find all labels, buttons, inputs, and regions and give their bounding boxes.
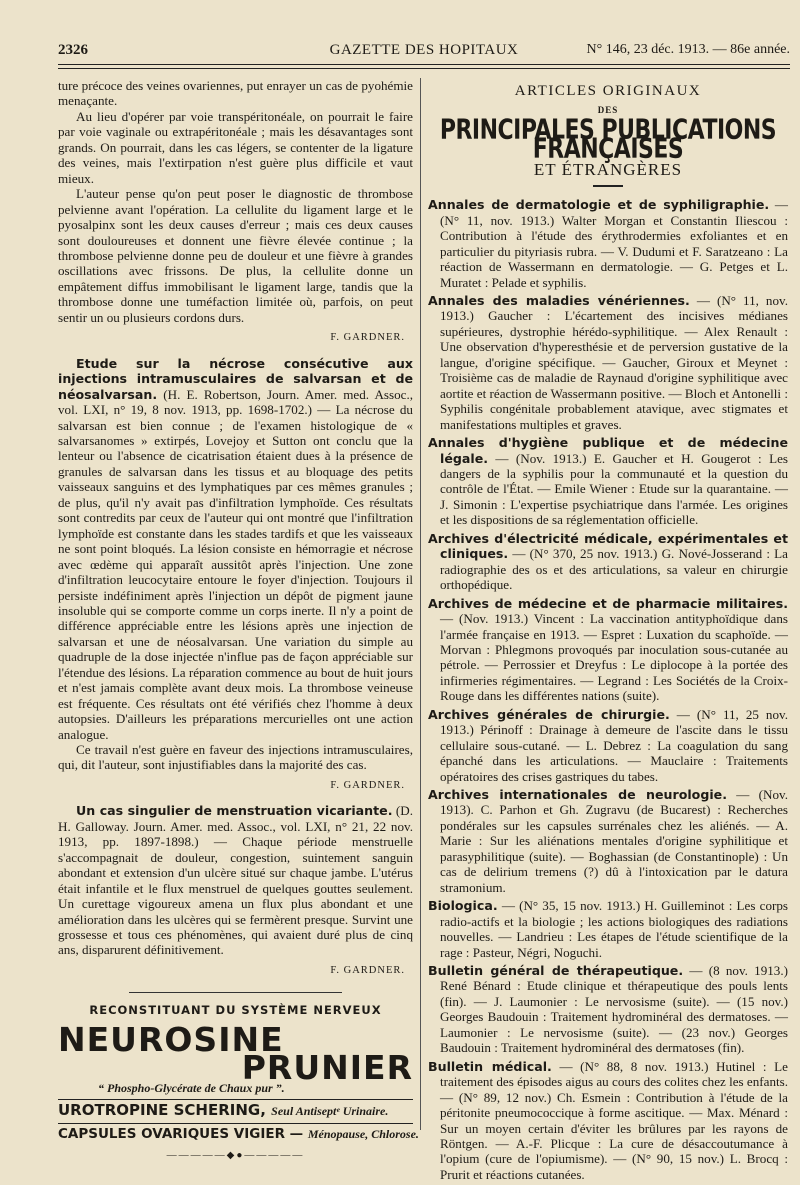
- section-heading-line3: PRINCIPALES PUBLICATIONS FRANÇAISES: [439, 114, 777, 166]
- article3-reference: (D. H. Galloway. Journ. Amer. med. Assoc., vol. LXI, n° 21, 22 nov. 1913, pp. 1897-1898.): [58, 803, 413, 850]
- ad-capsules-name: CAPSULES OVARIQUES VIGIER —: [58, 1125, 304, 1142]
- page-header: [58, 40, 790, 62]
- ad-rule: [129, 992, 342, 993]
- article3-text: — Chaque période menstruelle s'accompagnait de douleur, congestion, suintement sanguin abondant et extension d'un ulcère situé sur chaque jambe. L'utérus était infantile et le flux menstruel de quelques gouttes seulement. Un curettage vigoureux amena un flux plus abondant et une amélioration dans les ulcères qui se fermèrent presque. Survint une grossesse et tous ces phénomènes, qui avaient duré plus de cinq ans, disparurent définitivement.: [58, 834, 413, 958]
- publication-contents: — (N° 11, 25 nov. 1913.) Périnoff : Drainage à demeure de l'ascite dans le tissu cellulaire sous-cutané. — L. Debrez : La coagulation du sang épanché dans les articulations. — Mauclaire : Traitements opératoires des crises gastriques du tabes.: [440, 706, 788, 784]
- section-heading-line4: ET ÉTRANGÈRES: [533, 159, 683, 179]
- publication-contents: — (8 nov. 1913.) René Bénard : Etude clinique et thérapeutique des pouls lents (fin). — J. Laumonier : Le nervosisme (suite). — (15 nov.) Georges Baudouin : Traitement hydrominéral des dermatoses. — Laumonier : Le nervosisme (suite). — (23 nov.) Georges Baudouin : Traitement hydrominéral des dermatoses (fin).: [440, 963, 788, 1056]
- ad-divider: [58, 1123, 413, 1124]
- ad-reconstituant: RECONSTITUANT DU SYSTÈME NERVEUX: [89, 1003, 382, 1018]
- publication-contents: — (N° 11, nov. 1913.) Gaucher : L'écartement des incisives médianes supérieures, dystrophie hérédo-syphilitique. — Alex Renault : Une observation d'hyperesthésie et de perversion gustative de la langue, d'origine spécifique. — Gaucher, Giroux et Meynet : Troisième cas de maladie de Raynaud d'origine syphilitique avec aortite et réaction de Wassermann positive. — Bloch et Antonelli : Syphilis congénitale probablement atavique, avec stigmates et manifestations multiples et graves.: [440, 292, 788, 432]
- ad-capsules-tag: Ménopause, Chlorose.: [307, 1126, 419, 1141]
- publication-title: Archives générales de chirurgie.: [428, 706, 670, 722]
- publication-entry: [428, 898, 788, 960]
- article1-paragraph: Au lieu d'opérer par voie transpéritonéale, on pourrait le faire par voie vaginale ou extrapéritonéale ; mais les désavantages sont grands. On pourrait, dans les cas légers, se contenter de la ligature des veines, mais l'extirpation n'est guère plus difficile et vaut mieux.: [58, 108, 413, 186]
- journal-title: GAZETTE DES HOPITAUX: [329, 42, 519, 58]
- column-divider: [420, 78, 421, 1130]
- article2-body: [58, 356, 413, 742]
- article2-conclusion: Ce travail n'est guère en faveur des injections intramusculaires, qui, dit l'auteur, sont injustifiables dans la majorité des cas.: [58, 742, 413, 773]
- page-number: 2326: [58, 42, 88, 58]
- article1-signature: F. GARDNER.: [330, 332, 405, 344]
- left-column: [58, 78, 419, 1164]
- ad-prunier: PRUNIER: [241, 1047, 413, 1087]
- publication-contents: — (N° 11, nov. 1913.) Walter Morgan et Constantin Iliescou : Contribution à l'étude des érythrodermies exfoliantes et en particulier du pityriasis rubra. — V. Dudumi et F. Saratzeano : La réaction de Wassermann en dermatologie. — G. Petges et L. Muratet : Pelade et syphilis.: [440, 197, 788, 290]
- header-rule-secondary: [58, 68, 790, 69]
- ad-neurosine: NEUROSINE: [58, 1019, 284, 1059]
- publication-title: Annales des maladies vénériennes.: [428, 292, 690, 308]
- publication-entry: [428, 435, 788, 528]
- publication-title: Bulletin médical.: [428, 1058, 552, 1074]
- publication-contents: — (N° 35, 15 nov. 1913.) H. Guilleminot : Les corps radio-actifs et la biologie ; les actions biologiques des radiations nouvelles. — Landrieu : Les étapes de l'étude scientifique de la rage : Pasteur, Négri, Noguchi.: [440, 898, 788, 960]
- section-heading-line2: DES: [597, 105, 619, 116]
- article2-title: Etude sur la nécrose consécutive aux injections intramusculaires de salvarsan et de néosalvarsan.: [58, 355, 413, 402]
- publication-title: Archives de médecine et de pharmacie militaires.: [428, 595, 788, 611]
- ad-divider: [58, 1099, 413, 1100]
- article1-paragraph: L'auteur pense qu'on peut poser le diagnostic de thrombose pelvienne avant l'opération. La cellulite du ligament large et le pyosalpinx sont les deux causes d'erreur ; mais ces deux causes sont douloureuses et donnent une fièvre élevée continue ; la thrombose pelvienne donne peu de douleur et une fièvre à grandes oscillations avec frissons. De plus, la cellulite donne un empâtement diffus immobilisant le ligament large, tandis que la thrombose donne une tuméfaction limitée où, parfois, on peut sentir un ou plusieurs cordons durs.: [58, 186, 413, 325]
- publication-contents: — (Nov. 1913). C. Parhon et Gh. Zugravu (de Bucarest) : Recherches pondérales sur les capsules surrénales chez les aliénés. — A. Marie : Sur les aliénations mentales d'origine syphilitique et parasyphilitique (suite). — Boghassian (de Constantinople) : Un cas de delirium tremens (?) dû à l'intoxication par le datura stramonium.: [440, 787, 789, 895]
- section-ornament: [593, 185, 623, 187]
- ad-urotropine-tag: Seul Antiseptᵉ Urinaire.: [271, 1104, 389, 1119]
- publication-contents: — (Nov. 1913.) Vincent : La vaccination antityphoïdique dans l'armée française en 1913. — Espret : Luxation du scaphoïde. — Morvan : Phlegmons provoqués par inoculation sous-cutanée au pétrole. — Perrossier et Dreyfus : Le diplocope à la portée des infirmeries régimentaires. — Legrand : Les Sociétés de la Croix-Rouge dans les différentes nations (suite).: [440, 611, 788, 704]
- advertisement-block: [58, 992, 419, 1163]
- article3-title: Un cas singulier de menstruation vicariante.: [76, 803, 393, 819]
- ad-capsules: [58, 1125, 419, 1142]
- article2-signature: F. GARDNER.: [330, 779, 405, 791]
- publication-title: Annales de dermatologie et de syphiligraphie.: [428, 197, 770, 213]
- publication-title: Archives internationales de neurologie.: [428, 787, 727, 803]
- article2-text: — La nécrose du salvarsan est bien connue ; de l'examen histologique de « salvarsanomes » extirpés, Lovejoy et Sutton ont conclu que la lenteur ou l'absence de cicatrisation étaient dues à la présence de granules de salvarsan dans les tissus et au bloquage des petits vaisseaux sanguins et des lymphatiques par ces mêmes granules ; de plus, qu'il n'y avait pas d'infiltration lymphoïde. Ces résultats sont contredits par ceux de l'auteur qui ont montré que l'infiltration lymphoïde est constante dans les stades tardifs et que les vaisseaux ne sont point bloqués. La lésion consiste en hémorragie et nécrose avec œdème qui apparaît aussitôt après l'injection. Une zone d'infiltration leucocytaire entoure le foyer d'injection. Toujours il persiste indéfiniment après l'injection un dépôt de pigment jaune insoluble qui se comporte comme un corps inerte. Il n'y a point de différence appréciable entre les lésions après une injection de salvarsan et une de néosalvarsan. Une variation du simple au quadruple de la dose injectée n'influe pas de façon appréciable sur l'étendue des lésions. La réparation commence au bout de huit jours et n'est jamais complète avant deux mois. La thrombose veineuse est fréquente. Ces résultats ont été vérifiés chez l'homme à deux autopsies. D'ailleurs les préparations mercurielles ont une action analogue.: [58, 402, 413, 742]
- article3-body: [58, 803, 413, 958]
- section-heading-line1: ARTICLES ORIGINAUX: [514, 83, 702, 99]
- ornament-icon: —————◆●—————: [166, 1150, 305, 1162]
- publication-entry: [428, 707, 788, 784]
- section-heading: [428, 84, 788, 187]
- article3-signature: F. GARDNER.: [330, 964, 405, 976]
- publication-entry: [428, 293, 788, 432]
- ad-urotropine: [58, 1103, 413, 1119]
- publication-entry: [428, 531, 788, 593]
- publication-entry: [428, 963, 788, 1056]
- publication-entry: [428, 787, 788, 895]
- publication-entry: [428, 1059, 788, 1183]
- publication-entry: [428, 596, 788, 704]
- publication-title: Annales d'hygiène publique et de médecine légale.: [428, 435, 788, 466]
- publication-title: Archives d'électricité médicale, expérimentales et cliniques.: [428, 530, 788, 562]
- publication-contents: — (Nov. 1913.) E. Gaucher et H. Gougerot : Les dangers de la syphilis pour la communauté et la question du contrôle de l'État. — Emile Wiener : Etude sur la quarantaine. — J. Simonin : L'expertise psychiatrique dans l'armée. Les origines et les dispositions de sa réglementation officielle.: [440, 450, 788, 528]
- issue-info: N° 146, 23 déc. 1913. — 86e année.: [586, 42, 790, 57]
- header-rule: [58, 64, 790, 65]
- publication-title: Biologica.: [428, 898, 498, 914]
- publication-contents: — (N° 370, 25 nov. 1913.) G. Nové-Josserand : La radiographie des os et des articulations, sa valeur en chirurgie orthopédique.: [440, 546, 788, 593]
- right-column: [428, 78, 788, 1185]
- article1-continuation: ture précoce des veines ovariennes, put enrayer un cas de pyohémie menaçante.: [58, 78, 413, 109]
- ad-urotropine-name: UROTROPINE SCHERING,: [58, 1101, 266, 1120]
- publication-title: Bulletin général de thérapeutique.: [428, 963, 684, 979]
- article2-reference: (H. E. Robertson, Journ. Amer. med. Assoc., vol. LXI, n° 19, 8 nov. 1913, pp. 1698-1702.): [58, 386, 413, 418]
- ad-phospho-glycerate: “ Phospho-Glycérate de Chaux pur ”.: [98, 1080, 285, 1095]
- publication-entry: [428, 197, 788, 290]
- publication-contents: — (N° 88, 8 nov. 1913.) Hutinel : Le traitement des épisodes aigus au cours des colites chez les enfants. — (N° 89, 12 nov.) Ch. Esmein : Contribution à l'étude de la péritonite pneumococcique à forme ascitique. — Max. Ménard : Sur un moyen certain d'éviter les brûlures par les rayons de Röntgen. — A.-F. Plicque : La cure de désaccoutumance à l'opium (cure de l'opiumisme). — (N° 90, 15 nov.) L. Brocq : Prurit et réactions cutanées.: [440, 1058, 788, 1182]
